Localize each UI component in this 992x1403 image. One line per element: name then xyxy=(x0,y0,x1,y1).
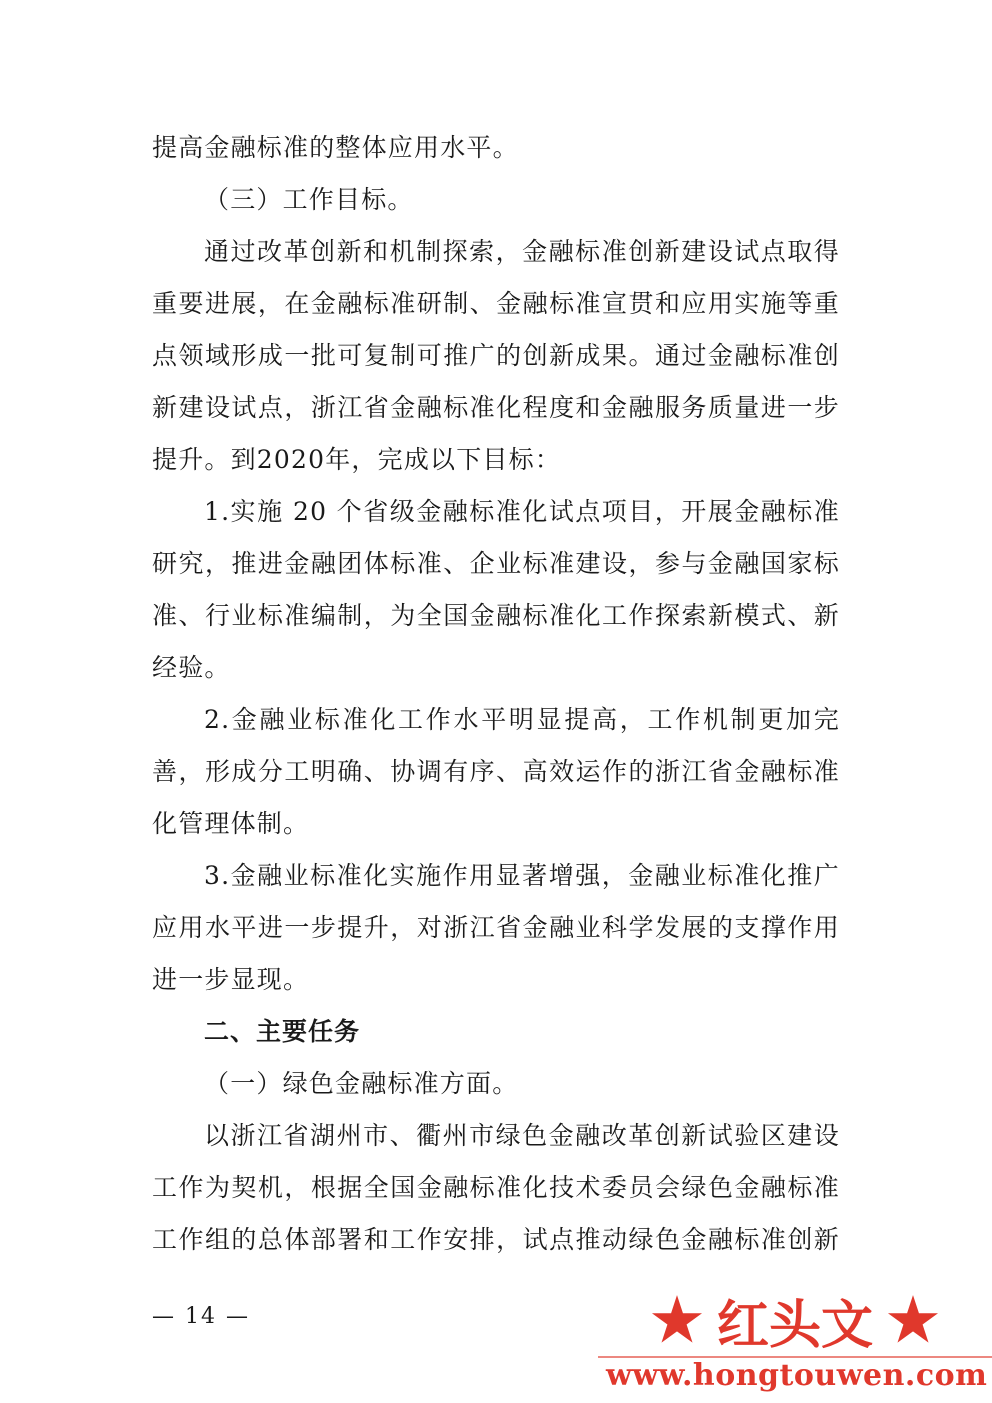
watermark-text: 红头文 xyxy=(716,1294,873,1356)
list-item-1: 1.实施 20 个省级金融标准化试点项目，开展金融标准 xyxy=(204,497,840,526)
paragraph-line: 化管理体制。 xyxy=(152,809,310,838)
paragraph-line: 应用水平进一步提升，对浙江省金融业科学发展的支撑作用 xyxy=(152,913,840,942)
watermark xyxy=(598,1282,992,1403)
paragraph-line: 提升。到2020年，完成以下目标： xyxy=(152,445,562,474)
paragraph-line: 重要进展，在金融标准研制、金融标准宣贯和应用实施等重 xyxy=(152,289,840,318)
page-number: — 14 — xyxy=(152,1304,250,1329)
paragraph-line: 工作为契机，根据全国金融标准化技术委员会绿色金融标准 xyxy=(152,1173,840,1202)
paragraph-line: 研究，推进金融团体标准、企业标准建设，参与金融国家标 xyxy=(152,549,840,578)
watermark-title xyxy=(598,1282,992,1358)
paragraph-line: 提高金融标准的整体应用水平。 xyxy=(152,133,519,162)
section-heading-3: （三）工作目标。 xyxy=(204,185,414,214)
paragraph-line: 点领域形成一批可复制可推广的创新成果。通过金融标准创 xyxy=(152,341,840,370)
paragraph-line: 新建设试点，浙江省金融标准化程度和金融服务质量进一步 xyxy=(152,393,840,422)
list-item-3: 3.金融业标准化实施作用显著增强，金融业标准化推广 xyxy=(204,861,840,890)
star-icon: ★ xyxy=(650,1286,703,1354)
star-icon: ★ xyxy=(887,1286,939,1354)
paragraph-line: 以浙江省湖州市、衢州市绿色金融改革创新试验区建设 xyxy=(204,1121,840,1150)
paragraph-line: 经验。 xyxy=(152,653,231,682)
paragraph-line: 通过改革创新和机制探索，金融标准创新建设试点取得 xyxy=(204,237,840,266)
paragraph-line: 工作组的总体部署和工作安排，试点推动绿色金融标准创新 xyxy=(152,1225,840,1254)
section-heading-2: 二、主要任务 xyxy=(204,1017,361,1046)
section-heading-1: （一）绿色金融标准方面。 xyxy=(204,1069,519,1098)
paragraph-line: 进一步显现。 xyxy=(152,965,310,994)
paragraph-line: 善，形成分工明确、协调有序、高效运作的浙江省金融标准 xyxy=(152,757,840,786)
watermark-url: www.hongtouwen.com xyxy=(606,1358,988,1393)
list-item-2: 2.金融业标准化工作水平明显提高，工作机制更加完 xyxy=(204,705,840,734)
paragraph-line: 准、行业标准编制，为全国金融标准化工作探索新模式、新 xyxy=(152,601,840,630)
